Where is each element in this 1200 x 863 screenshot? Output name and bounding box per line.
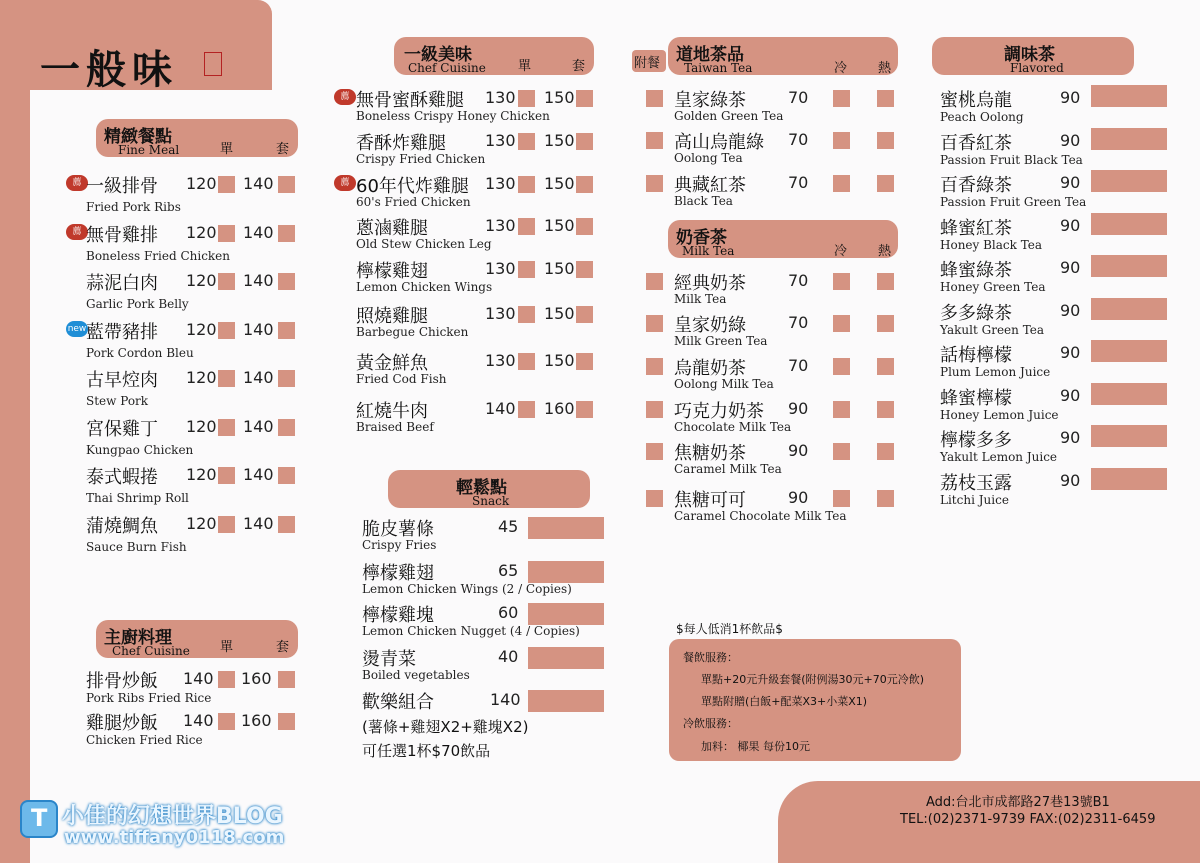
price: 140 [490,690,521,709]
price: 65 [498,561,519,580]
price-single: 130 [485,351,516,370]
col-cold: 冷 [834,61,848,76]
price-checkbox [576,306,593,323]
footer-band [778,781,1200,863]
drink-price: 90 [788,488,809,507]
price-set: 150 [544,131,575,150]
cold-drink-topping: 加料： 椰果 每份10元 [701,740,810,753]
section-header-snack [388,470,590,508]
menu-item-name: 排骨炒飯 [86,671,158,692]
menu-item-name: 無骨蜜酥雞腿 [356,90,464,111]
menu-item-english: Thai Shrimp Roll [86,491,189,505]
menu-item-name: 蒜泥白肉 [86,273,158,294]
price-set: 150 [544,88,575,107]
hot-checkbox [877,90,894,107]
side-checkbox [646,273,663,290]
price-single: 120 [186,416,217,436]
menu-item-english: Boiled vegetables [362,668,470,682]
drink-english: Milk Green Tea [674,334,768,348]
drink-price: 90 [1060,173,1081,192]
drink-name: 多多綠茶 [940,302,1012,324]
drink-name: 高山烏龍綠 [674,132,764,153]
drink-price: 90 [788,441,809,460]
cold-checkbox [833,443,850,460]
menu-item-name: 黃金鮮魚 [356,353,428,374]
price-checkbox [518,353,535,370]
drink-name: 檸檬多多 [940,430,1012,451]
menu-item-english: Lemon Chicken Wings [356,280,493,294]
price-checkbox [218,176,235,193]
drink-english: Plum Lemon Juice [940,365,1051,379]
price-checkbox [278,516,295,533]
price-checkbox [518,218,535,235]
price-set: 140 [243,319,274,339]
price-set: 140 [243,271,274,290]
price-single: 120 [186,174,217,193]
price-set: 160 [241,669,272,688]
side-checkbox [646,175,663,192]
price-checkbox [576,401,593,418]
service-note-box [669,639,961,761]
price-single: 140 [183,711,214,730]
dining-service-upgrade: 單點+20元升級套餐(附例湯30元+70元冷飲) [701,673,925,686]
drink-english: Passion Fruit Black Tea [940,152,1083,167]
menu-item-name: 無骨雞排 [86,224,158,246]
col-set: 套 [572,59,586,74]
price-checkbox [278,419,295,436]
menu-item-name: 60年代炸雞腿 [356,176,469,197]
price-checkbox [1091,213,1167,235]
drink-name: 焦糖奶茶 [674,443,746,464]
section-title-zh: 奶香茶 [676,228,727,248]
price-checkbox [518,90,535,107]
drink-name: 典藏紅茶 [674,175,746,196]
section-header-chef-rice [96,620,298,658]
price-checkbox [278,467,295,484]
col-set: 套 [276,640,290,655]
menu-item-english: Pork Ribs Fried Rice [86,691,212,705]
price-single: 130 [485,216,516,235]
price-set: 140 [243,174,274,193]
drink-english: Caramel Milk Tea [674,462,782,476]
side-drink-tag [632,50,666,72]
price-set: 140 [243,222,274,242]
cold-checkbox [833,273,850,290]
section-title-en: Milk Tea [682,244,735,258]
dining-service-title: 餐飲服務： [683,651,738,664]
drink-price: 90 [1060,428,1081,447]
price-single: 120 [186,513,217,533]
cold-checkbox [833,401,850,418]
new-badge: new [66,321,88,337]
drink-name: 皇家奶綠 [674,315,746,336]
menu-item-name: 蒲燒鯛魚 [86,515,158,537]
drink-price: 90 [788,399,809,418]
price-checkbox [278,713,295,730]
price-single: 120 [186,222,217,242]
dining-service-free: 單點附贈(白飯+配菜X3+小菜X1) [701,695,868,708]
price-single: 120 [186,465,217,484]
drink-english: Peach Oolong [940,110,1024,124]
section-title-en: Taiwan Tea [684,61,753,75]
price-checkbox [528,561,604,583]
col-single: 單 [518,59,532,74]
drink-price: 70 [788,356,809,375]
drink-english: Yakult Lemon Juice [940,450,1058,464]
price-checkbox [1091,128,1167,150]
menu-item-english: 60's Fried Chicken [356,195,471,209]
price-checkbox [218,273,235,290]
menu-item-english: Stew Pork [86,394,149,408]
menu-item-name: 蔥滷雞腿 [356,218,428,239]
hot-checkbox [877,132,894,149]
cold-checkbox [833,90,850,107]
price-checkbox [218,370,235,387]
price-set: 150 [544,304,575,323]
minimum-charge-note: $每人低消1杯飲品$ [676,622,783,636]
drink-price: 90 [1060,130,1081,150]
menu-item-english: Fried Cod Fish [356,372,447,386]
side-checkbox [646,490,663,507]
combo-detail: (薯條+雞翅X2+雞塊X2) [362,718,529,736]
menu-item-english: Crispy Fries [362,538,437,552]
price-checkbox [1091,255,1167,277]
menu-item-english: Barbegue Chicken [356,325,469,339]
section-title-zh: 調味茶 [1004,45,1055,65]
price-checkbox [1091,298,1167,320]
price-checkbox [1091,468,1167,490]
side-checkbox [646,401,663,418]
col-single: 單 [220,142,234,157]
price-checkbox [218,419,235,436]
drink-name: 烏龍奶茶 [674,358,746,379]
drink-price: 70 [788,313,809,332]
price-checkbox [278,671,295,688]
brand-title: 一般味 [40,46,178,93]
price-checkbox [576,176,593,193]
price-checkbox [278,322,295,339]
price-single: 130 [485,88,516,107]
combo-drink-option: 可任選1杯$70飲品 [362,742,491,760]
price-set: 160 [241,711,272,730]
section-title-en: Chef Cuisine [112,644,190,658]
price-single: 130 [485,259,516,278]
price-checkbox [528,690,604,712]
cold-drink-service-title: 冷飲服務： [683,717,738,730]
price-checkbox [1091,425,1167,447]
col-cold: 冷 [834,244,848,259]
drink-price: 90 [1060,88,1081,107]
price-set: 140 [243,513,274,533]
menu-item-name: 檸檬雞翅 [362,563,434,584]
price-set: 150 [544,351,575,370]
section-header-first-class [394,37,594,75]
drink-name: 蜂蜜檸檬 [940,387,1012,409]
cold-checkbox [833,490,850,507]
price-checkbox [218,322,235,339]
col-set: 套 [276,142,290,157]
drink-english: Litchi Juice [940,492,1009,507]
price-checkbox [576,90,593,107]
menu-item-name: 古早焢肉 [86,370,158,391]
price-checkbox [576,261,593,278]
price: 60 [498,603,519,622]
price: 45 [498,517,519,536]
hot-checkbox [877,273,894,290]
drink-price: 90 [1060,343,1081,362]
section-title-en: Flavored [1010,61,1064,75]
section-title-zh: 道地茶品 [676,45,744,65]
blog-name: 小佳的幻想世界BLOG [62,804,283,829]
price-set: 140 [243,465,274,484]
price-checkbox [518,261,535,278]
drink-english: Oolong Milk Tea [674,377,774,391]
price-checkbox [278,176,295,193]
hot-checkbox [877,443,894,460]
price-checkbox [218,516,235,533]
price-checkbox [218,467,235,484]
price-checkbox [528,647,604,669]
drink-price: 70 [788,271,809,290]
price-checkbox [518,401,535,418]
recommend-badge: 薦 [66,224,88,240]
recommend-badge: 薦 [334,89,356,105]
price-checkbox [1091,340,1167,362]
section-header-milk-tea [668,220,898,258]
drink-name: 巧克力奶茶 [674,401,764,422]
hot-checkbox [877,175,894,192]
price-single: 120 [186,271,217,290]
col-hot: 熱 [878,61,892,76]
drink-english: Yakult Green Tea [940,322,1045,337]
price-checkbox [518,176,535,193]
hot-checkbox [877,315,894,332]
drink-name: 皇家綠茶 [674,90,746,111]
section-title-en: Fine Meal [118,143,180,157]
drink-price: 90 [1060,470,1081,490]
menu-item-name: 紅燒牛肉 [356,401,428,422]
menu-item-english: Kungpao Chicken [86,442,194,457]
menu-item-name: 藍帶豬排 [86,321,158,343]
price-set: 140 [243,368,274,387]
drink-name: 百香紅茶 [940,132,1012,154]
price-checkbox [278,370,295,387]
menu-item-name: 脆皮薯條 [362,519,434,540]
price-checkbox [1091,383,1167,405]
drink-name: 蜂蜜綠茶 [940,260,1012,281]
price-single: 140 [485,399,516,418]
section-header-taiwan-tea [668,37,898,75]
price-checkbox [278,225,295,242]
menu-item-english: Fried Pork Ribs [86,200,181,214]
price-set: 140 [243,416,274,436]
side-drink-label: 附餐 [634,56,661,71]
price-checkbox [278,273,295,290]
section-title-en: Snack [472,494,510,508]
menu-item-name: 香酥炸雞腿 [356,133,446,154]
hot-checkbox [877,401,894,418]
drink-name: 話梅檸檬 [940,345,1012,366]
price-single: 130 [485,304,516,323]
menu-item-name: 檸檬雞翅 [356,261,428,282]
col-hot: 熱 [878,244,892,259]
price: 40 [498,647,519,666]
drink-price: 70 [788,130,809,149]
menu-item-english: Boneless Crispy Honey Chicken [356,109,550,123]
menu-item-english: Lemon Chicken Nugget (4 / Copies) [362,624,580,638]
phone-fax: TEL:(02)2371-9739 FAX:(02)2311-6459 [900,812,1156,827]
menu-item-name: 宮保雞丁 [86,418,158,440]
hot-checkbox [877,358,894,375]
hot-checkbox [877,490,894,507]
drink-english: Caramel Chocolate Milk Tea [674,509,847,523]
col-single: 單 [220,640,234,655]
price-single: 120 [186,319,217,339]
menu-item-english: Sauce Burn Fish [86,539,187,554]
price-single: 130 [485,131,516,150]
price-checkbox [576,353,593,370]
menu-item-english: Pork Cordon Bleu [86,345,194,360]
price-checkbox [518,133,535,150]
blog-url: www.tiffany0118.com [64,827,285,848]
drink-english: Honey Green Tea [940,280,1046,294]
side-checkbox [646,132,663,149]
cold-checkbox [833,358,850,375]
price-checkbox [218,713,235,730]
drink-name: 焦糖可可 [674,490,746,511]
section-title-zh: 精緻餐點 [104,127,172,147]
section-header-flavored [932,37,1134,75]
price-checkbox [1091,170,1167,192]
drink-price: 90 [1060,258,1081,277]
section-title-zh: 輕鬆點 [456,478,507,498]
side-checkbox [646,358,663,375]
menu-item-name: 歡樂組合 [362,692,434,713]
drink-price: 90 [1060,385,1081,405]
menu-item-english: Boneless Fried Chicken [86,248,231,263]
section-title-en: Chef Cuisine [408,61,486,75]
section-title-zh: 主廚料理 [104,628,172,648]
drink-english: Honey Lemon Juice [940,407,1059,422]
drink-price: 70 [788,88,809,107]
drink-name: 蜜桃烏龍 [940,90,1012,111]
drink-english: Golden Green Tea [674,109,784,123]
price-single: 120 [186,368,217,387]
menu-item-english: Lemon Chicken Wings (2 / Copies) [362,582,572,596]
price-set: 160 [544,399,575,418]
brand-seal-stamp [204,52,222,76]
drink-english: Honey Black Tea [940,237,1043,252]
cold-checkbox [833,315,850,332]
frame-left-border [0,0,30,863]
blog-logo-icon: T [20,800,58,838]
side-checkbox [646,443,663,460]
drink-english: Passion Fruit Green Tea [940,195,1087,209]
recommend-badge: 薦 [66,175,88,191]
price-checkbox [576,218,593,235]
menu-item-english: Chicken Fried Rice [86,733,203,747]
price-set: 150 [544,216,575,235]
menu-item-english: Crispy Fried Chicken [356,152,486,166]
drink-english: Milk Tea [674,292,727,306]
section-header-fine-meal [96,119,298,157]
side-checkbox [646,90,663,107]
drink-english: Oolong Tea [674,151,743,165]
drink-price: 90 [1060,215,1081,235]
menu-item-name: 泰式蝦捲 [86,467,158,488]
drink-english: Chocolate Milk Tea [674,420,792,434]
drink-name: 經典奶茶 [674,273,746,294]
menu-item-name: 檸檬雞塊 [362,605,434,626]
menu-item-name: 燙青菜 [362,649,416,670]
drink-name: 百香綠茶 [940,175,1012,196]
menu-item-english: Braised Beef [356,420,434,434]
drink-english: Black Tea [674,194,733,208]
drink-price: 70 [788,173,809,192]
price-checkbox [1091,85,1167,107]
price-checkbox [218,225,235,242]
price-checkbox [528,603,604,625]
menu-item-english: Garlic Pork Belly [86,297,189,311]
price-single: 130 [485,174,516,193]
price-set: 150 [544,259,575,278]
menu-item-name: 照燒雞腿 [356,306,428,327]
section-title-zh: 一級美味 [404,45,472,65]
menu-item-english: Old Stew Chicken Leg [356,237,492,251]
menu-item-name: 雞腿炒飯 [86,713,158,734]
drink-price: 90 [1060,300,1081,320]
address: Add:台北市成都路27巷13號B1 [926,795,1110,810]
price-set: 150 [544,174,575,193]
price-checkbox [518,306,535,323]
price-checkbox [576,133,593,150]
menu-item-name: 一級排骨 [86,176,158,197]
price-single: 140 [183,669,214,688]
side-checkbox [646,315,663,332]
drink-name: 蜂蜜紅茶 [940,217,1012,239]
drink-name: 荔枝玉露 [940,472,1012,494]
cold-checkbox [833,132,850,149]
price-checkbox [218,671,235,688]
recommend-badge: 薦 [334,175,356,191]
cold-checkbox [833,175,850,192]
price-checkbox [528,517,604,539]
